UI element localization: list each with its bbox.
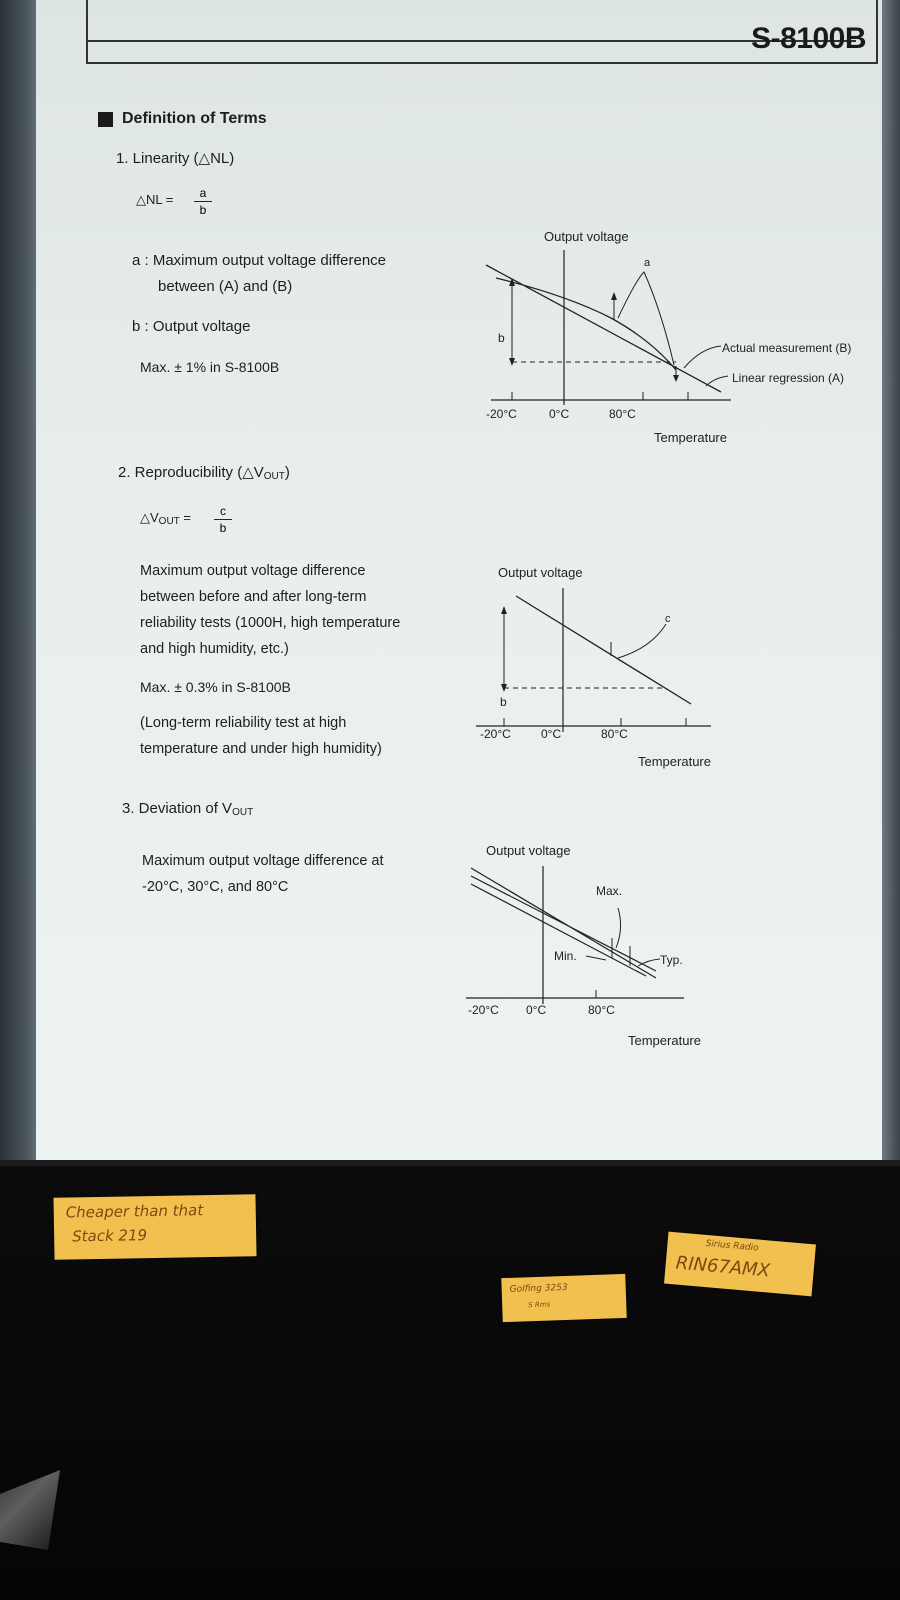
document-page — [36, 0, 882, 1160]
sticky-note-3-line2: RIN67AMX — [674, 1252, 771, 1282]
linearity-tick-neg20: -20°C — [486, 407, 517, 421]
reproducibility-label-c: c — [665, 613, 671, 625]
reproducibility-formula-fraction — [214, 504, 232, 535]
sticky-note-2-line1: Golfing 3253 — [509, 1282, 568, 1295]
section-title: Definition of Terms — [122, 110, 267, 127]
part-number-title: S-8100B — [751, 22, 866, 55]
linearity-def-b: b : Output voltage — [132, 318, 251, 335]
reproducibility-tick-0: 0°C — [541, 727, 562, 741]
reproducibility-desc-line1: Maximum output voltage difference — [140, 563, 366, 579]
reproducibility-tick-80: 80°C — [601, 727, 628, 741]
deviation-label-typ: Typ. — [660, 953, 683, 967]
deviation-desc-line2: -20°C, 30°C, and 80°C — [142, 879, 289, 895]
linearity-max: Max. ± 1% in S-8100B — [140, 359, 280, 375]
linearity-legend-actual: Actual measurement (B) — [722, 341, 852, 355]
linearity-tick-0: 0°C — [549, 407, 570, 421]
linearity-tick-80: 80°C — [609, 407, 636, 421]
deviation-graph-ylabel: Output voltage — [486, 843, 571, 858]
reproducibility-heading: 2. Reproducibility $(\triangle V_{OUT})$ — [118, 464, 290, 482]
deviation-tick-neg20: -20°C — [468, 1003, 499, 1017]
deviation-graph — [456, 838, 796, 1048]
linearity-graph — [476, 220, 866, 460]
monitor-bezel-right — [882, 0, 900, 1160]
deviation-label-min: Min. — [554, 949, 577, 963]
reproducibility-label-b: b — [500, 695, 507, 709]
sticky-note-1-line1: Cheaper than that — [65, 1201, 204, 1222]
monitor-bezel-left — [0, 0, 38, 1160]
reproducibility-formula-den: b — [219, 521, 227, 535]
deviation-tick-0: 0°C — [526, 1003, 547, 1017]
monitor-bottom-bezel — [0, 1160, 900, 1166]
linearity-formula-num: a — [199, 186, 207, 200]
reproducibility-note-line2: temperature and under high humidity) — [140, 741, 382, 757]
sticky-note-1 — [53, 1194, 256, 1260]
reproducibility-graph-xlabel: Temperature — [638, 754, 711, 769]
linearity-label-b: b — [498, 331, 505, 345]
linearity-label-a: a — [644, 257, 651, 269]
linearity-formula-fraction — [194, 186, 212, 217]
sticky-note-1-line2: Stack 219 — [71, 1226, 148, 1246]
linearity-graph-xlabel: Temperature — [654, 430, 727, 445]
reproducibility-graph — [466, 560, 806, 775]
header-rule — [86, 40, 856, 42]
reproducibility-formula-lhs: $\triangle V_{OUT}$ = — [140, 510, 191, 527]
deviation-desc-line1: Maximum output voltage difference at — [142, 853, 384, 869]
deviation-heading: 3. Deviation of $V_{OUT}$ — [122, 800, 254, 818]
deviation-label-max: Max. — [596, 884, 623, 898]
linearity-def-a-line1: a : Maximum output voltage difference — [132, 252, 387, 269]
section-bullet-icon — [98, 112, 113, 127]
deviation-graph-xlabel: Temperature — [628, 1033, 701, 1048]
linearity-legend-regression: Linear regression (A) — [732, 371, 845, 385]
linearity-graph-ylabel: Output voltage — [544, 229, 629, 244]
reproducibility-max: Max. ± 0.3% in S-8100B — [140, 679, 291, 695]
reproducibility-desc-line3: reliability tests (1000H, high temperature — [140, 615, 401, 631]
linearity-formula-lhs: △NL = — [136, 192, 174, 207]
deviation-tick-80: 80°C — [588, 1003, 615, 1017]
sticky-note-2 — [501, 1274, 626, 1322]
linearity-def-a-line2: between (A) and (B) — [158, 278, 293, 295]
sticky-note-3-line1: Sirius Radio — [705, 1238, 760, 1254]
linearity-heading: 1. Linearity (△NL) — [116, 150, 235, 167]
reproducibility-graph-ylabel: Output voltage — [498, 565, 583, 580]
reproducibility-formula-num: c — [220, 504, 226, 518]
reproducibility-desc-line2: between before and after long-term — [140, 589, 367, 605]
reproducibility-note-line1: (Long-term reliability test at high — [140, 715, 347, 731]
reproducibility-desc-line4: and high humidity, etc.) — [140, 641, 289, 657]
reproducibility-tick-neg20: -20°C — [480, 727, 511, 741]
sticky-note-2-line2: S Rms — [528, 1300, 551, 1310]
linearity-formula-den: b — [199, 203, 207, 217]
